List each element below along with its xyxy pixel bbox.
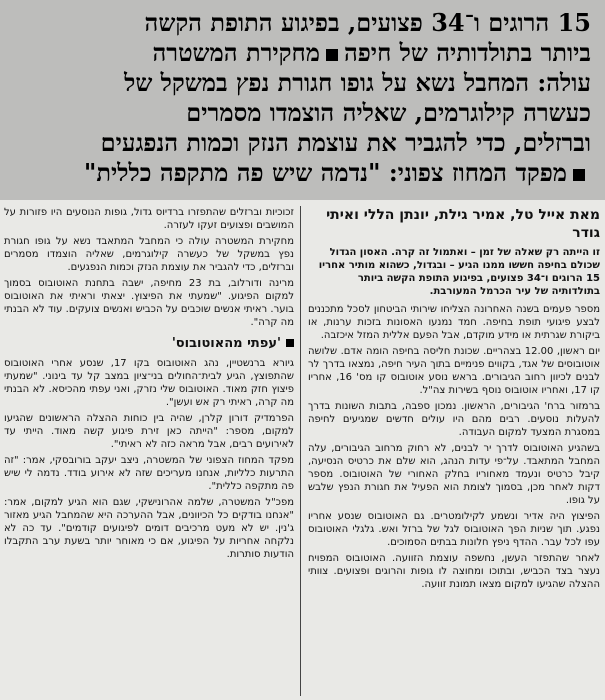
body-paragraph: מחקירת המשטרה עולה כי המחבל המתאבד נשא על גופו חגורת נפץ במשקל של כעשרה קילוגרמים, שאליה הוצמדו מסמרים וברזלים, כדי להגביר את עוצמת הנזק וכמות הנפגעים. [4,236,294,273]
bullet-square-icon [286,339,294,347]
body-paragraph: זכוכיות וברזלים שהתפזרו ברדיוס גדול, גופות הנוסעים היו פזורות על המושבים ופצועים זעקו לעזרה. [4,207,294,231]
headline-block [0,0,605,200]
headline-line-2b: מחקירת המשטרה [152,38,320,67]
body-paragraph: מפכ"ל המשטרה, שלמה אהרונישקי, שגם הוא הגיע למקום, אמר: "אנחנו בודקים כל הכיוונים, אבל ההערכה היא שהמחבל הגיע מאזור ג'נין. יש לא מעט מרכיבים דומים לפיגועים קודמים". עד כה לא נלקחה אחריות על הפיגוע, אם כי מאוחר יותר בשעת ערב התקבלו הודעות סותרות. [4,497,294,560]
bullet-square-icon [326,49,338,61]
left-column [4,206,294,564]
right-column [308,206,600,594]
body-paragraph: מרינה ודורלוב, בת 23 מחיפה, ישבה בתחנת האוטובוס בסמוך למקום הפיגוע. "שמעתי את הפיצוץ. יצאתי וראיתי את האוטובוס בוער. ראיתי אנשים שוכבים על הכביש ואנשים צועקים. עוד לא הבנתי מה קרה". [4,278,294,328]
body-paragraph: הפיצוץ היה אדיר ונשמע לקילומטרים. גם האוטובוס שנסע אחריו נפגע. תוך שניות הפך האוטובוס לגל של ברזל ואש. גלגלי האוטובוס עפו לכל עבר. ההדף ניפץ חלונות בבתים הסמוכים. [308,511,600,548]
body-paragraph: מפקד המחוז הצפוני של המשטרה, ניצב יעקב בורובסקי, אמר: "זה התרעות כלליות, אנחנו מעריכים שזה לא אירוע בודד. נדמה לי שיש פה מתקפה כללית". [4,455,294,492]
headline-line-5: וברזלים, כדי להגביר את עוצמת הנזק וכמות הנפגעים [100,128,591,157]
bullet-square-icon [573,169,585,181]
headline-line-1: 15 הרוגים ו־34 פצועים, בפיגוע התופת הקשה [144,8,591,37]
subhead-text: 'עפתי מהאוטובוס' [171,336,281,351]
byline: מאת אייל טל, אמיר גילת, יונתן הללי ואיתי גודר [326,207,600,241]
body-paragraph: מספר פעמים בשנה האחרונה הצליחו שירותי הביטחון לסכל מתכננים לבצע פיגועי תופת בחיפה. חמד נמנעו האסונות בזכות ערנות, או ביקורת שגרתית או מידע מוקדם, אבל הפעם אללית המזל איכזבה. [308,304,600,341]
body-paragraph: לאחר שהתפזר העשן, נחשפה עוצמת הזוועה. האוטובוס המפויח נעצר בצד הכביש, ובתוכו ומחוצה לו גופות והרוגים ופצועים. צוותי ההצלה שהגיעו למקום מצאו תמונת זוועה. [308,553,600,590]
body-paragraph: יום ראשון, 12.00 בצהריים. שכונת חליסה בחיפה הומה אדם. שלושה אוטובוסים של אגד, בקווים פנימיים בתוך העיר חיפה, נמצאו בדרך לר לבנים לכיוון רחוב הגיבורים. בראש נוסע אוטובוס קו מס' 16, אחריו קו 17, ואחריו אוטובוס נוסף בשירות צה"ל. [308,346,601,396]
headline-line-2a: ביותר בתולדותיה של חיפה [343,38,591,67]
lead-paragraph: זו הייתה רק שאלה של זמן – ואתמול זה קרה. האסון הגדול שכולם בחיפה חששו ממנו הגיע – ובגדול, כשהוא מותיר אחריו 15 הרוגים ו־34 פצועים, בפיגוע התופת הקשה ביותר בתולדותיה של עיר הכרמל המעורבת. [318,247,600,297]
section-subhead [4,335,294,353]
headline-line-6-text: מפקד המחוז צפוני: "נדמה שיש פה מתקפה כללית" [83,158,567,187]
body-paragraph: ברמזור ברח' הגיבורים, הראשון. נמכון ספבה, בתבות השונות בדרך להעלות נוסעים. רבים מהם היו עולים חדשים שמגיעים לחיפה במסגרת המצעד למקום העבודה. [308,401,600,438]
headline-line-6 [8,158,591,188]
body-paragraph: הפרמדיק דורון קלרן, שהיה בין כוחות ההצלה הראשונים שהגיעו למקום, מספר: "הייתה כאן זירת פיגוע קשה מאוד. הייתי עד לאירועים רבים, אבל מראה כזה לא ראיתי". [4,413,294,450]
headline-line-4: כעשרה קילוגרמים, שאליה הוצמדו מסמרים [186,98,591,127]
body-paragraph: בשהגיע האוטובוס לדרך יר לבנים, לא רחוק מרחוב הגיבורים, עלה המחבל המתאבד. על־פי עדות הנהג, הוא שלם את כרטיס הנסיעה, קיבל כרטיס ונעמד מאחוריו בחלק האחורי של האוטובוס. מספר דקות לאחר מכן, בסמוך לצומת הוא הפעיל את חגורת הנפץ שלבש על גופו. [308,443,600,506]
headline-line-3: עולה: המחבל נשא על גופו חגורת נפץ במשקל של [124,68,591,97]
column-divider [300,206,301,696]
headline-line-2 [8,38,591,68]
body-paragraph: גיורא ברנשטיין, נהג האוטובוס בקו 17, שנסע אחרי האוטובוס שהתפוצץ, הגיע לבית־החולים בני־ציון במצב קל עד בינוני. "שמעתי פיצוץ חזק מאוד. האוטובוס שלי נזרק, ואני עפתי מהכיסא. לא הבנתי מה קרה, ראיתי רק אש ועשן". [4,358,294,408]
